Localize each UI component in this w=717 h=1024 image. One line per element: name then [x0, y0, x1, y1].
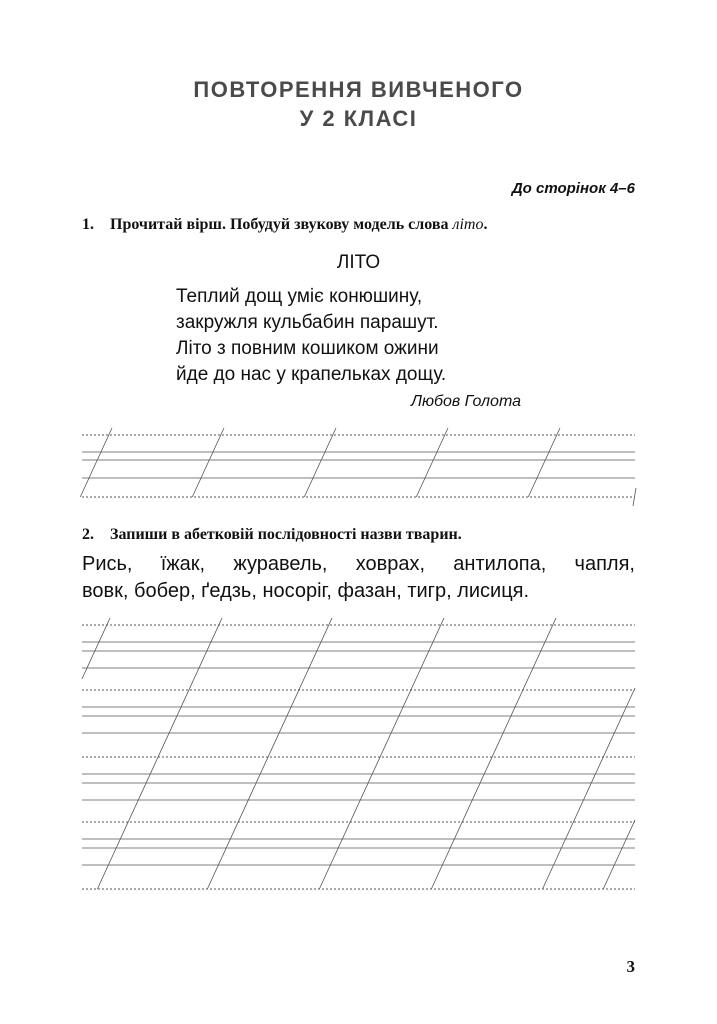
page-title-line1: ПОВТОРЕННЯ ВИВЧЕНОГО [193, 77, 524, 102]
slant-guide-line [633, 488, 636, 506]
poem-line: Теплий дощ уміє конюшину, [176, 286, 423, 307]
poem-line: закружля кульбабин парашут. [176, 312, 439, 333]
page-title-line2: У 2 КЛАСІ [299, 106, 418, 131]
page-number: 3 [626, 957, 635, 976]
animal-word: Рись, [82, 553, 133, 575]
task2-number: 2. [82, 526, 94, 543]
poem-line: йде до нас у крапельках дощу. [176, 364, 447, 385]
animal-word: ховрах, [355, 553, 426, 575]
slant-guide-line [82, 618, 110, 679]
writing-lines-task2 [82, 618, 635, 889]
animal-word: чапля, [574, 553, 635, 575]
animal-word: їжак, [160, 553, 206, 575]
task1-text: Прочитай вірш. Побудуй звукову модель слова [110, 216, 453, 233]
poem-line: Літо з повним кошиком ожини [176, 338, 439, 359]
slant-guide-line [304, 428, 336, 497]
task1-end: . [483, 216, 488, 233]
slant-guide-line [603, 820, 635, 889]
task2-text: Запиши в абетковій послідовності назви тварин. [110, 526, 462, 543]
slant-guide-line [80, 428, 112, 497]
task1-word: літо [452, 216, 484, 233]
animal-word: антилопа, [453, 553, 547, 575]
poem [176, 284, 446, 388]
task2-instruction [82, 526, 462, 544]
slant-guide-line [416, 428, 448, 497]
animals-line1 [82, 553, 635, 576]
poem-title: ЛІТО [336, 252, 381, 273]
writing-lines-task1 [80, 428, 636, 506]
slant-guide-line [528, 428, 560, 497]
animals-line2: вовк, бобер, ґедзь, носоріг, фазан, тигр, лисиця. [82, 580, 530, 602]
slant-guide-line [543, 688, 635, 889]
poem-author: Любов Голота [410, 393, 521, 410]
pages-reference: До сторінок 4–6 [511, 180, 635, 197]
animal-word: журавель, [233, 553, 328, 575]
slant-guide-line [192, 428, 224, 497]
task1-instruction [82, 216, 487, 234]
task1-number: 1. [82, 216, 94, 233]
